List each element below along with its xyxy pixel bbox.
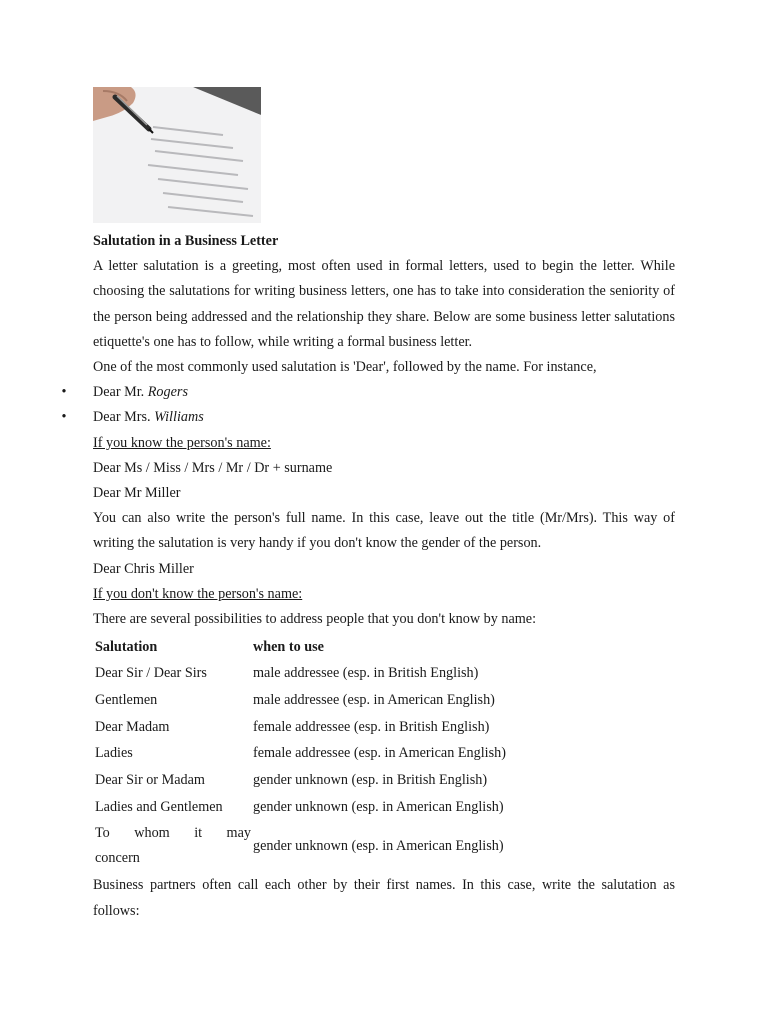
full-name-paragraph: You can also write the person's full name. In this case, leave out the title (Mr/Mrs). This way of writing the salutation is very handy if you don't know the gender of the person. — [93, 510, 675, 552]
bullet-prefix: Dear Mr. — [93, 384, 148, 401]
table-cell-salutation: Gentlemen — [95, 691, 158, 708]
table-cell-salutation: Ladies and Gentlemen — [95, 799, 223, 816]
known-name-pattern: Dear Ms / Miss / Mrs / Mr / Dr + surname — [93, 459, 333, 476]
pen-writing-on-paper-photo — [93, 87, 261, 223]
table-cell-usage: male addressee (esp. in British English) — [253, 665, 479, 682]
table-cell-salutation — [93, 821, 251, 871]
unknown-name-heading: If you don't know the person's name: — [93, 585, 303, 602]
table-cell-usage: gender unknown (esp. in British English) — [253, 772, 488, 789]
table-cell-salutation-line1: To whom it may — [95, 825, 251, 842]
common-salutation-line: One of the most commonly used salutation is 'Dear', followed by the name. For instance, — [93, 359, 597, 376]
bullet-item — [61, 380, 675, 405]
table-cell-usage: gender unknown (esp. in American English) — [253, 799, 504, 816]
table-header-salutation: Salutation — [95, 638, 158, 655]
table-cell-salutation: Dear Sir or Madam — [95, 772, 205, 789]
document-heading: Salutation in a Business Letter — [93, 233, 279, 249]
salutation-table — [93, 634, 506, 871]
document-body — [61, 228, 675, 924]
known-name-heading: If you know the person's name: — [93, 434, 271, 451]
table-row — [93, 821, 506, 871]
table-header-row — [93, 634, 506, 660]
table-cell-usage: gender unknown (esp. in American English) — [253, 837, 504, 854]
table-row — [93, 767, 506, 794]
table-cell-salutation: Dear Sir / Dear Sirs — [95, 665, 207, 682]
bullet-name: Rogers — [147, 384, 188, 401]
table-cell-salutation: Dear Madam — [95, 718, 170, 735]
table-cell-usage: female addressee (esp. in American English) — [253, 745, 506, 762]
bullet-name: Williams — [154, 409, 204, 426]
bullet-item — [61, 405, 675, 430]
bullet-prefix: Dear Mrs. — [93, 409, 155, 426]
table-cell-usage: male addressee (esp. in American English) — [253, 691, 495, 708]
table-row — [93, 660, 506, 687]
table-cell-salutation-line2: concern — [95, 850, 140, 867]
table-row — [93, 794, 506, 821]
intro-paragraph: A letter salutation is a greeting, most often used in formal letters, used to begin the letter. While choosing the salutations for writing business letters, one has to take into consideration the seniority of the person being addressed and the relationship they share. Below are some business letter salutations etiquette's one has to follow, while writing a formal business letter. — [93, 258, 675, 350]
table-cell-salutation: Ladies — [95, 745, 133, 762]
table-row — [93, 714, 506, 741]
closing-paragraph: Business partners often call each other by their first names. In this case, write the salutation as follows: — [93, 877, 675, 919]
table-header-when-to-use: when to use — [253, 638, 324, 655]
bullet-icon: • — [61, 384, 67, 401]
bullet-icon: • — [61, 409, 67, 426]
table-row — [93, 741, 506, 768]
table-row — [93, 687, 506, 714]
table-cell-usage: female addressee (esp. in British English) — [253, 718, 490, 735]
full-name-example: Dear Chris Miller — [93, 560, 194, 577]
known-name-example: Dear Mr Miller — [93, 485, 181, 502]
unknown-name-intro: There are several possibilities to address people that you don't know by name: — [93, 611, 537, 628]
